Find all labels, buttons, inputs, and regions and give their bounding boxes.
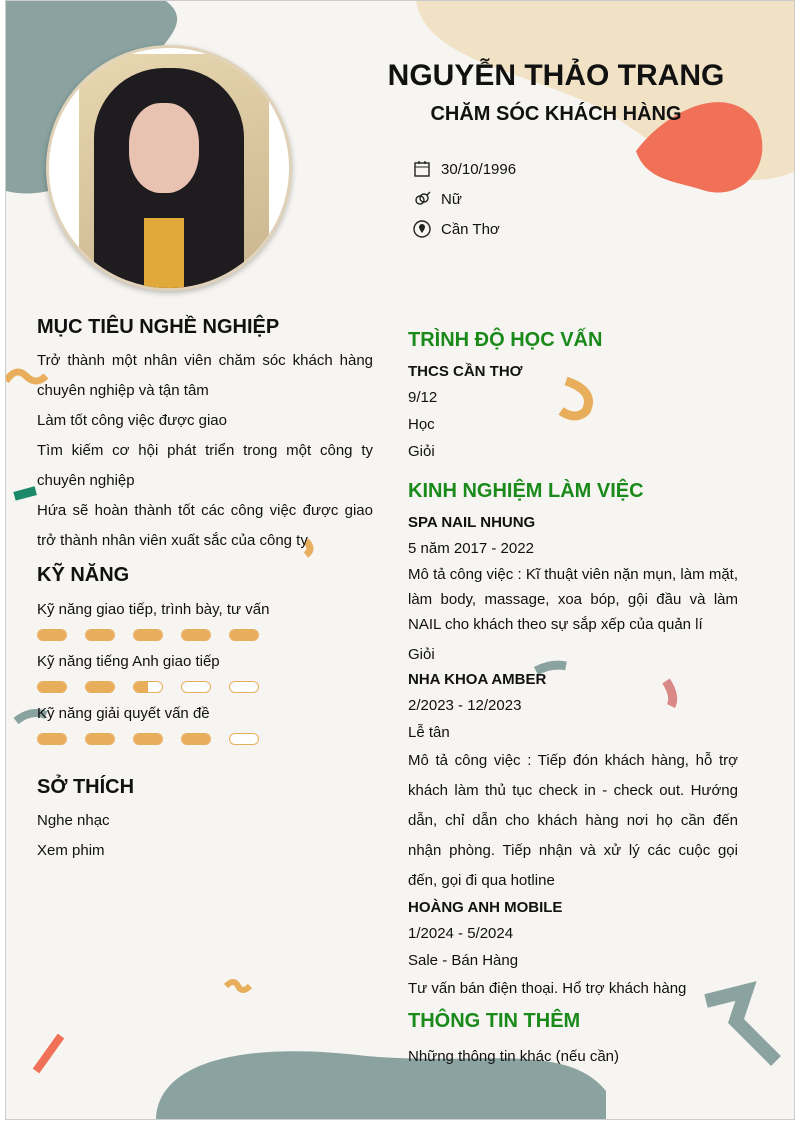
- gender: [413, 190, 462, 208]
- skill-level-pill: [85, 629, 115, 641]
- job-company: HOÀNG ANH MOBILE: [408, 899, 563, 916]
- skill-level-pill: [229, 629, 259, 641]
- gender-icon: [413, 190, 431, 208]
- job-period: 1/2024 - 5/2024: [408, 925, 514, 942]
- skills-title: KỸ NĂNG: [37, 564, 130, 586]
- school-status: Học: [408, 416, 435, 433]
- job-period: 5 năm 2017 - 2022: [408, 540, 534, 557]
- candidate-role: CHĂM SÓC KHÁCH HÀNG: [430, 103, 682, 125]
- job-entry: [408, 668, 738, 896]
- job-entry: [408, 511, 738, 668]
- objective-item: Trở thành một nhân viên chăm sóc khách hàng chuyên nghiệp và tận tâm: [37, 352, 373, 399]
- objective-item: Hứa sẽ hoàn thành tốt các công việc được giao trở thành nhân viên xuất sắc của công ty: [37, 502, 373, 549]
- birthdate-text: 30/10/1996: [441, 160, 517, 178]
- hobbies-list: [37, 806, 373, 866]
- job-company: NHA KHOA AMBER: [408, 671, 547, 688]
- objective-item: Làm tốt công việc được giao: [37, 412, 227, 429]
- candidate-name: NGUYỄN THẢO TRANG: [387, 59, 725, 92]
- job-rank: Giỏi: [408, 646, 435, 663]
- skill-level-pill: [133, 733, 163, 745]
- objective-item: Tìm kiếm cơ hội phát triển trong một công ty chuyên nghiệp: [37, 442, 373, 489]
- skill-item: [37, 703, 373, 745]
- skill-level-pill: [37, 681, 67, 693]
- skill-level-pill: [181, 629, 211, 641]
- job-period: 2/2023 - 12/2023: [408, 697, 522, 714]
- job-company: SPA NAIL NHUNG: [408, 514, 536, 531]
- skill-rating: [37, 629, 373, 641]
- skill-rating: [37, 733, 373, 745]
- calendar-icon: [413, 160, 431, 178]
- location-text: Cần Thơ: [441, 220, 500, 238]
- school-rank: Giỏi: [408, 443, 435, 460]
- school-grade: 9/12: [408, 389, 438, 406]
- skill-level-pill: [229, 733, 259, 745]
- job-entry: [408, 896, 738, 1004]
- job-description: Mô tả công việc : Tiếp đón khách hàng, hỗ trợ khách làm thủ tục check in - check out. Hướng dẫn, chỉ dẫn cho khách hàng nơi họ cần đến nhận phòng. Tiếp nhận và xử lý các cuộc gọi đến, gọi đi qua hotline: [408, 752, 738, 889]
- job-position: Lễ tân: [408, 724, 450, 741]
- skill-name: Kỹ năng tiếng Anh giao tiếp: [37, 653, 220, 670]
- birthdate: [413, 160, 516, 178]
- location-icon: [413, 220, 431, 238]
- education-title: TRÌNH ĐỘ HỌC VẤN: [408, 329, 603, 351]
- location: [413, 220, 500, 238]
- cv-page: [5, 0, 795, 1120]
- hobby-item: Nghe nhạc: [37, 812, 110, 829]
- skill-level-pill: [37, 733, 67, 745]
- skill-level-pill: [85, 733, 115, 745]
- skill-level-pill: [37, 629, 67, 641]
- additional-text: Những thông tin khác (nếu cần): [408, 1048, 620, 1065]
- skill-level-pill: [133, 681, 163, 693]
- objective-list: [37, 346, 373, 556]
- skill-name: Kỹ năng giải quyết vấn đề: [37, 705, 210, 722]
- hobbies-title: SỞ THÍCH: [37, 776, 135, 798]
- skills-list: [37, 599, 373, 755]
- job-description: Mô tả công việc : Kĩ thuật viên nặn mụn, làm mặt, làm body, massage, xoa bóp, gội đầu và làm NAIL cho khách theo sự sắp xếp của quản lí: [408, 566, 738, 633]
- education-entry: [408, 360, 738, 465]
- skill-name: Kỹ năng giao tiếp, trình bày, tư vấn: [37, 601, 270, 618]
- skill-level-pill: [181, 681, 211, 693]
- skill-level-pill: [181, 733, 211, 745]
- gender-text: Nữ: [441, 190, 462, 208]
- job-description: Tư vấn bán điện thoại. Hổ trợ khách hàng: [408, 980, 687, 997]
- school-name: THCS CẦN THƠ: [408, 363, 523, 380]
- additional-title: THÔNG TIN THÊM: [408, 1010, 581, 1032]
- skill-rating: [37, 681, 373, 693]
- job-position: Sale - Bán Hàng: [408, 952, 519, 969]
- objective-title: MỤC TIÊU NGHỀ NGHIỆP: [37, 316, 280, 338]
- experience-list: [408, 511, 738, 1004]
- skill-level-pill: [85, 681, 115, 693]
- skill-level-pill: [133, 629, 163, 641]
- hobby-item: Xem phim: [37, 842, 105, 859]
- skill-item: [37, 651, 373, 693]
- profile-photo: [46, 45, 292, 291]
- skill-item: [37, 599, 373, 641]
- skill-level-pill: [229, 681, 259, 693]
- experience-title: KINH NGHIỆM LÀM VIỆC: [408, 480, 644, 502]
